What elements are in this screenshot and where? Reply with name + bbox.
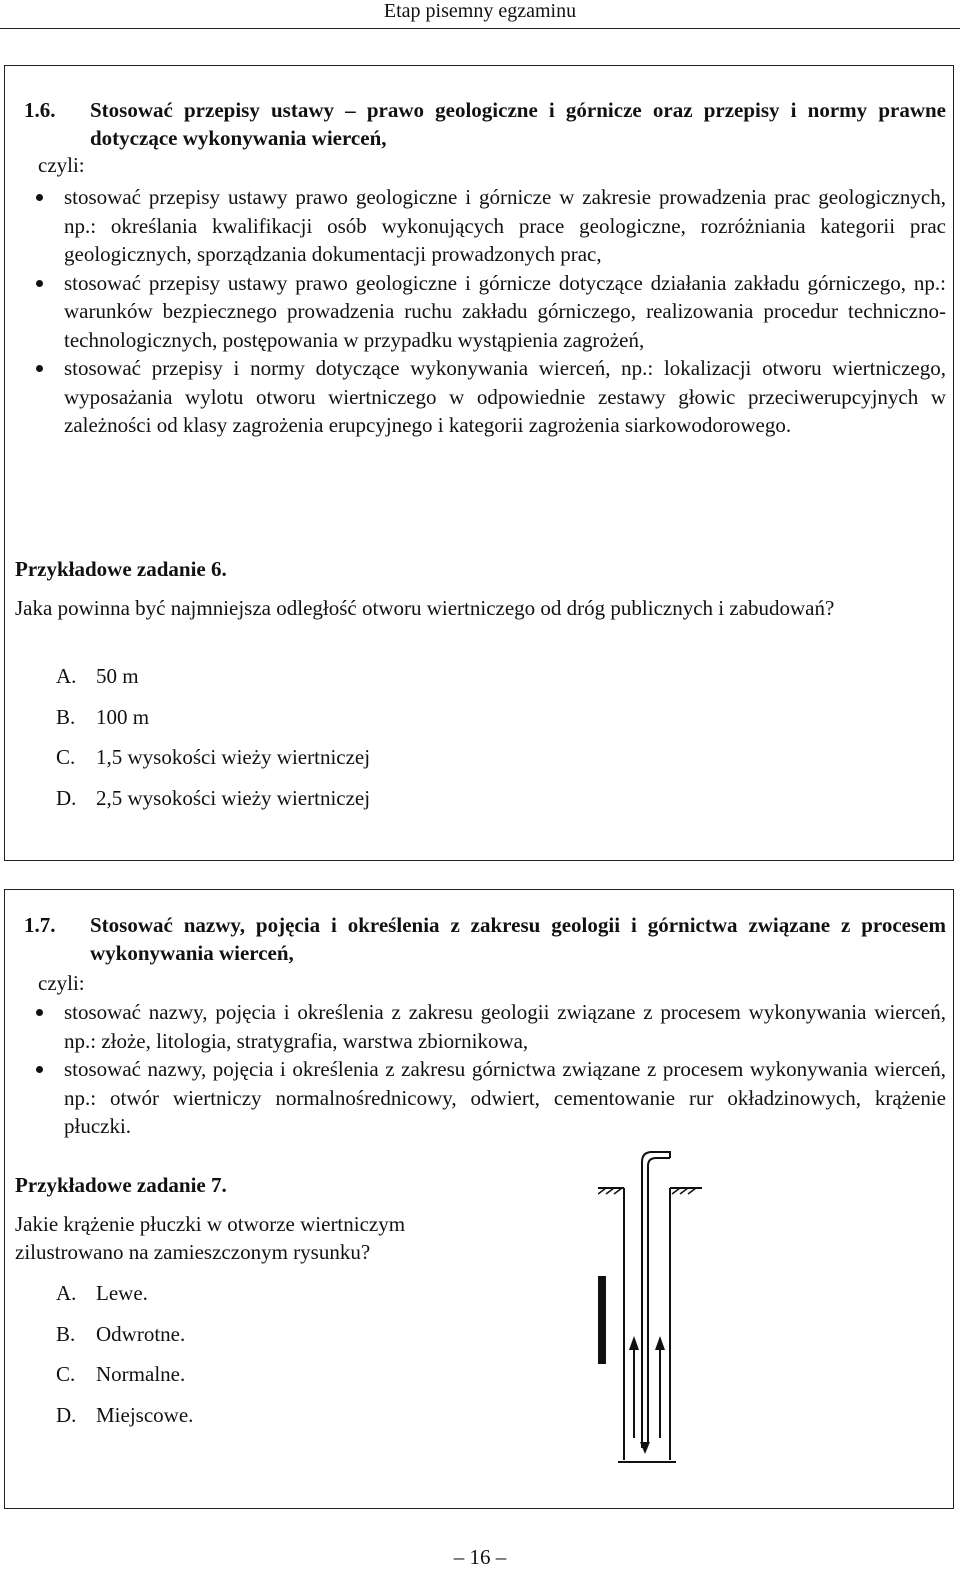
answer-letter: B. [56,704,76,729]
answer-text: 100 m [96,704,150,729]
answer-option [56,1320,193,1361]
answer-text: Odwrotne. [96,1321,186,1346]
section-title: Stosować nazwy, pojęcia i określenia z zakresu geologii i górnictwa związane z procesem wykonywania wierceń, [90,913,946,965]
answer-option [56,703,370,744]
drill-pipe-outer-line [642,1152,670,1448]
czyli-label: czyli: [38,971,85,995]
section-1-7-bullet-list [36,998,946,1141]
example-6-answers [56,662,370,824]
section-title: Stosować przepisy ustawy – prawo geologiczne i górnicze oraz przepisy i normy prawne dotyczące wykonywania wierceń, [90,98,946,150]
bullet-icon [36,194,43,201]
drilling-well-diagram [598,1148,702,1466]
answer-option [56,784,370,825]
answer-option [56,743,370,784]
list-item [36,998,946,1055]
list-item-text: stosować nazwy, pojęcia i określenia z zakresu geologii związane z procesem wykonywania wierceń, np.: złoże, litologia, stratygrafia, warstwa zbiornikowa, [64,1000,946,1053]
bullet-icon [36,1009,43,1016]
answer-text: 50 m [96,664,139,688]
answer-letter: C. [56,745,76,769]
czyli-label: czyli: [38,153,85,177]
answer-letter: A. [56,664,77,688]
list-item [36,183,946,269]
answer-letter: C. [56,1362,76,1386]
answer-letter: D. [56,785,77,810]
answer-text: Lewe. [96,1281,148,1305]
example-7-answers [56,1279,193,1441]
bullet-icon [36,280,43,287]
answer-text: 2,5 wysokości wieży wiertniczej [96,785,371,810]
example-6-title: Przykładowe zadanie 6. [15,557,227,581]
list-item-text: stosować przepisy ustawy prawo geologiczne i górnicze dotyczące działania zakładu górniczego, np.: warunków bezpiecznego prowadzenia ruchu zakładu górniczego, realizowania procedur techniczno-technologicznych, postępowania w przypadku wystąpienia zagrożeń, [64,270,946,352]
example-6-question: Jaka powinna być najmniejsza odległość otworu wiertniczego od dróg publicznych i zabudowań? [15,596,835,620]
answer-letter: B. [56,1321,76,1346]
answer-text: Miejscowe. [96,1402,194,1427]
answer-letter: D. [56,1402,77,1427]
list-item-text: stosować przepisy ustawy prawo geologiczne i górnicze w zakresie prowadzenia prac geologicznych, np.: określania kwalifikacji osób wykonujących prace geologiczne, rozróżniania kategorii prac geologicznych, sporządzania dokumentacji prowadzonych prac, [64,185,946,266]
answer-option [56,1401,193,1442]
running-header: Etap pisemny egzaminu [383,0,577,22]
list-item-text: stosować przepisy i normy dotyczące wykonywania wierceń, np.: lokalizacji otworu wiertniczego, wyposażania wylotu otworu wiertniczego w odpowiednie zestawy głowic przeciwerupcyjnych w zależności od klasy zagrożenia erupcyjnego i kategorii zagrożenia siarkowodorowego. [64,356,946,437]
list-item [36,1055,946,1141]
list-item [36,269,946,355]
answer-option [56,1360,193,1401]
list-item [36,354,946,440]
example-7-title: Przykładowe zadanie 7. [15,1173,227,1197]
arrow-up-icon [655,1336,665,1350]
example-7-question: Jakie krążenie płuczki w otworze wiertniczym zilustrowano na zamieszczonym rysunku? [15,1212,406,1264]
section-number: 1.6. [24,98,56,122]
answer-text: 1,5 wysokości wieży wiertniczej [96,745,371,769]
bullet-icon [36,1066,43,1073]
page-number: – 16 – [453,1545,507,1569]
answer-option [56,1279,193,1320]
section-1-6-bullet-list [36,183,946,440]
answer-letter: A. [56,1281,77,1305]
list-item-text: stosować nazwy, pojęcia i określenia z zakresu górnictwa związane z procesem wykonywania wierceń, np.: otwór wiertniczy normalnośrednicowy, odwiert, cementowanie rur okładzinowych, krążenie płuczki. [64,1057,946,1138]
bullet-icon [36,365,43,372]
arrow-up-icon [629,1336,639,1350]
answer-option [56,662,370,703]
answer-text: Normalne. [96,1362,186,1386]
section-number: 1.7. [24,913,56,937]
water-level-bar [598,1276,606,1364]
header-rule [0,28,960,29]
